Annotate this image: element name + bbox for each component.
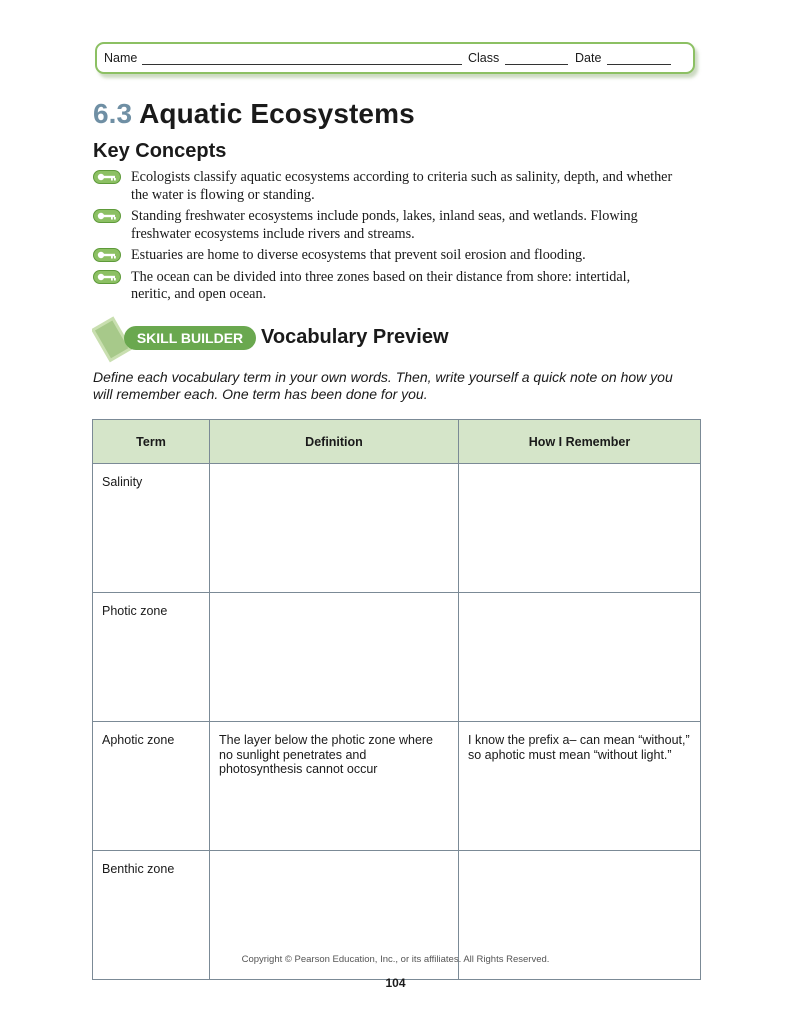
- key-concept-item: [93, 269, 673, 304]
- table-row: [93, 593, 701, 722]
- table-header-row: [93, 420, 701, 464]
- skill-builder-badge: SKILL BUILDER: [136, 330, 244, 346]
- student-info-box: [95, 42, 695, 74]
- vocabulary-table: [92, 419, 701, 980]
- vocabulary-preview-heading: Vocabulary Preview: [261, 326, 449, 348]
- section-number: 6.3: [93, 98, 133, 129]
- definition-cell[interactable]: [210, 464, 459, 593]
- key-concepts-list: [93, 169, 673, 308]
- table-row: [93, 722, 701, 851]
- key-concept-item: [93, 247, 673, 265]
- definition-cell: The layer below the photic zone where no sunlight penetrates and photosynthesis cannot occur: [210, 722, 459, 851]
- key-icon: [93, 248, 121, 262]
- key-icon: [93, 170, 121, 184]
- class-field[interactable]: [505, 64, 568, 65]
- date-field[interactable]: [607, 64, 671, 65]
- page-title: [93, 98, 415, 130]
- term-cell: Photic zone: [93, 593, 210, 722]
- section-title: Aquatic Ecosystems: [139, 98, 415, 129]
- column-header-remember: How I Remember: [459, 420, 701, 464]
- name-label: Name: [104, 51, 138, 65]
- key-icon: [93, 270, 121, 284]
- key-concept-item: [93, 208, 673, 243]
- key-concepts-heading: Key Concepts: [93, 140, 227, 162]
- key-concept-text: Standing freshwater ecosystems include ponds, lakes, inland seas, and wetlands. Flowing freshwater ecosystems include rivers and streams.: [131, 208, 638, 242]
- table-row: [93, 464, 701, 593]
- key-concept-text: The ocean can be divided into three zones based on their distance from shore: intertidal, neritic, and open ocean.: [131, 268, 631, 302]
- date-label: Date: [575, 51, 602, 65]
- remember-cell[interactable]: [459, 464, 701, 593]
- key-concept-item: [93, 169, 673, 204]
- remember-cell[interactable]: [459, 593, 701, 722]
- term-cell: Aphotic zone: [93, 722, 210, 851]
- key-icon: [93, 209, 121, 223]
- key-concept-text: Ecologists classify aquatic ecosystems according to criteria such as salinity, depth, and whether the water is flowing or standing.: [131, 169, 673, 203]
- instructions: Define each vocabulary term in your own words. Then, write yourself a quick note on how you will remember each. One term has been done for you.: [93, 369, 673, 402]
- column-header-term: Term: [93, 420, 210, 464]
- column-header-definition: Definition: [210, 420, 459, 464]
- class-label: Class: [468, 51, 500, 65]
- page-number: 104: [385, 976, 406, 990]
- remember-cell: I know the prefix a– can mean “without,” so aphotic must mean “without light.”: [459, 722, 701, 851]
- key-concept-text: Estuaries are home to diverse ecosystems that prevent soil erosion and flooding.: [131, 247, 586, 263]
- name-field[interactable]: [142, 64, 462, 65]
- term-cell: Benthic zone: [93, 851, 210, 980]
- term-cell: Salinity: [93, 464, 210, 593]
- skill-builder-icon: [92, 312, 258, 364]
- copyright-notice: Copyright © Pearson Education, Inc., or its affiliates. All Rights Reserved.: [241, 954, 550, 965]
- definition-cell[interactable]: [210, 593, 459, 722]
